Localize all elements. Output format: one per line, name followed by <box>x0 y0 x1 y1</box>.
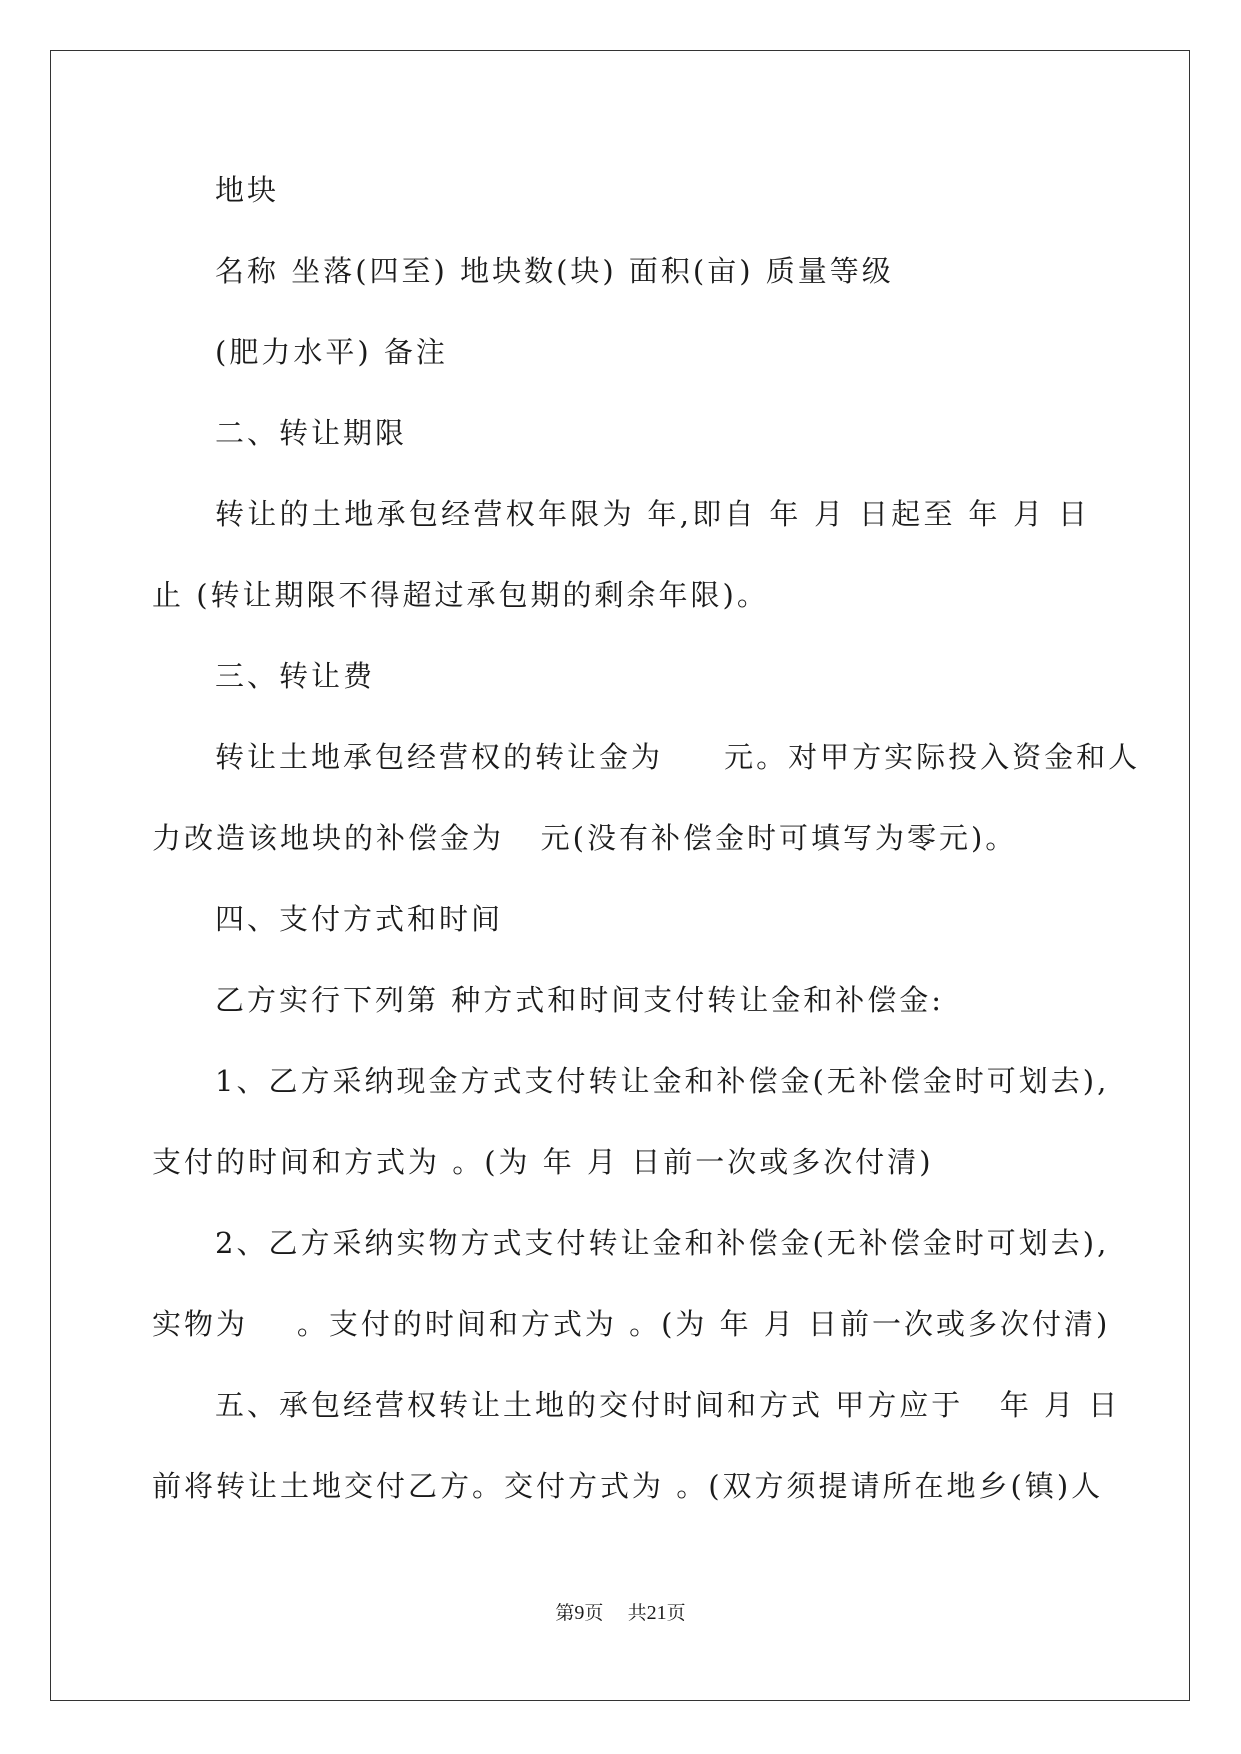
text-line-3: (肥力水平) 备注 <box>215 335 448 369</box>
section-heading-delivery: 五、承包经营权转让土地的交付时间和方式 甲方应于 年 月 日 <box>215 1388 1121 1422</box>
footer-suffix: 页 <box>666 1602 686 1624</box>
text-line-5: 转让的土地承包经营权年限为 年,即自 年 月 日起至 年 月 日 <box>215 497 1090 531</box>
text-line-6: 止 (转让期限不得超过承包期的剩余年限)。 <box>152 578 769 612</box>
section-heading-payment: 四、支付方式和时间 <box>215 902 504 936</box>
section-heading-fee: 三、转让费 <box>215 659 376 693</box>
footer-mid: 页 共 <box>584 1602 647 1624</box>
text-line-15: 实物为 。支付的时间和方式为 。(为 年 月 日前一次或多次付清) <box>152 1307 1111 1341</box>
page-footer <box>0 1598 1241 1625</box>
text-line-12: 1、乙方采纳现金方式支付转让金和补偿金(无补偿金时可划去), <box>215 1064 1110 1098</box>
text-line-14: 2、乙方采纳实物方式支付转让金和补偿金(无补偿金时可划去), <box>215 1226 1110 1260</box>
footer-page-number: 9 <box>574 1602 585 1624</box>
text-line-9: 力改造该地块的补偿金为 元(没有补偿金时可填写为零元)。 <box>152 821 1018 855</box>
text-line-11: 乙方实行下列第 种方式和时间支付转让金和补偿金: <box>215 983 944 1017</box>
section-heading-term: 二、转让期限 <box>215 416 408 450</box>
text-line-13: 支付的时间和方式为 。(为 年 月 日前一次或多次付清) <box>152 1145 934 1179</box>
text-line-17: 前将转让土地交付乙方。交付方式为 。(双方须提请所在地乡(镇)人 <box>152 1469 1104 1503</box>
text-line-2: 名称 坐落(四至) 地块数(块) 面积(亩) 质量等级 <box>215 254 894 288</box>
text-line-8: 转让土地承包经营权的转让金为 元。对甲方实际投入资金和人 <box>215 740 1141 774</box>
footer-prefix: 第 <box>555 1602 575 1624</box>
footer-total-pages: 21 <box>646 1602 667 1624</box>
page-border <box>50 50 1190 1701</box>
text-line-1: 地块 <box>215 173 280 207</box>
